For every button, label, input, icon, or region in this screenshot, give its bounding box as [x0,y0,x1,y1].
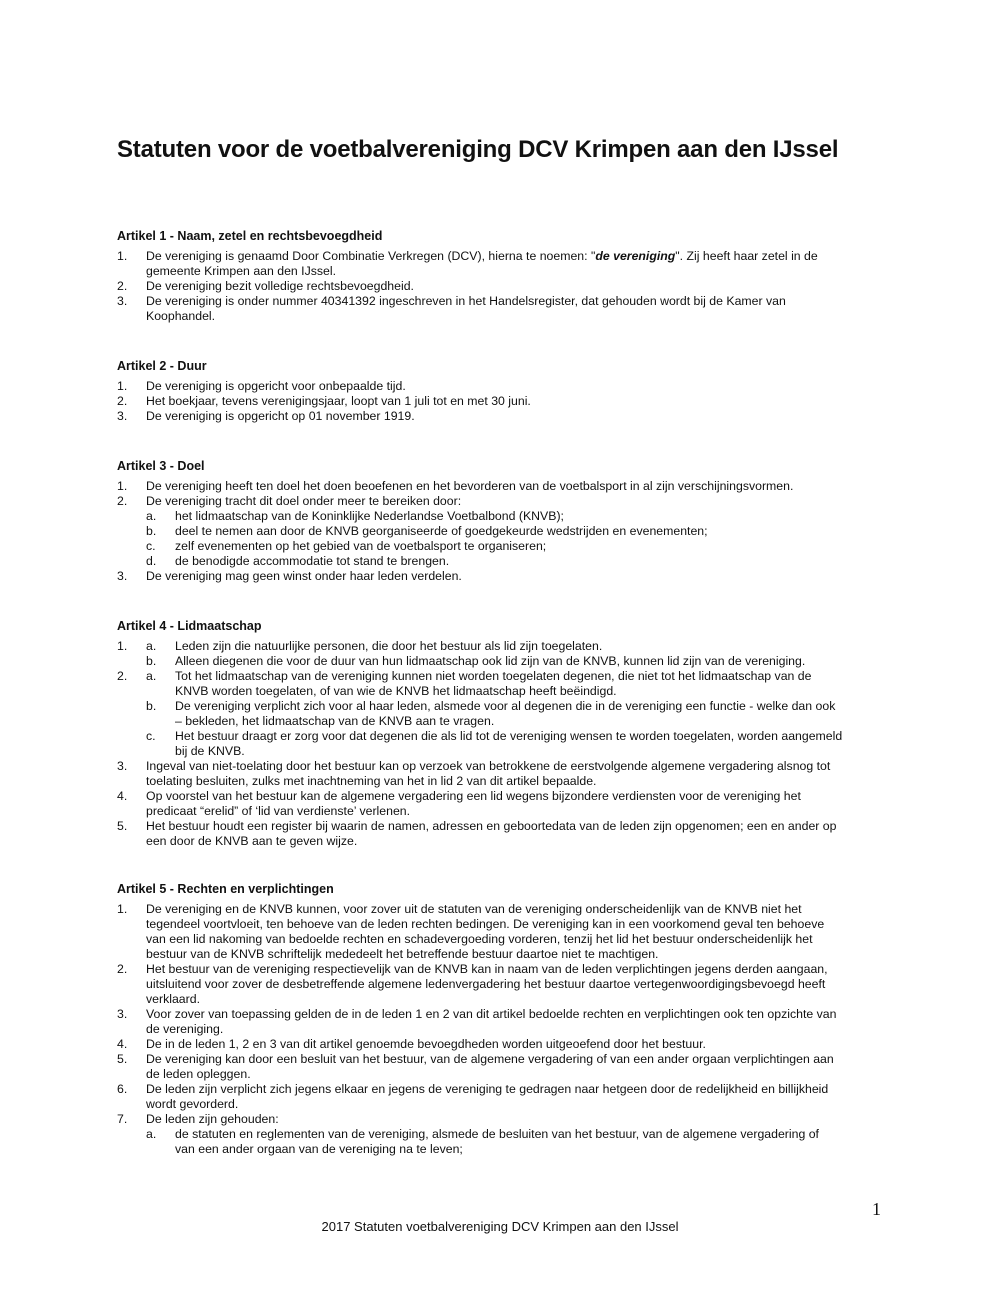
article-3 [117,459,897,584]
item-text: De vereniging is opgericht voor onbepaalde tijd. [146,379,406,393]
item-text: De vereniging is onder nummer 40341392 ingeschreven in het Handelsregister, dat gehouden wordt bij de Kamer van [146,294,786,308]
list-item [117,394,897,409]
sub-item-text-continued: van een ander orgaan van de vereniging na te leven; [175,1142,463,1156]
sub-list-item [117,729,897,759]
item-number: 1. [117,379,128,393]
sub-item-letter: b. [146,654,157,668]
item-text: De vereniging tracht dit doel onder meer te bereiken door: [146,494,462,508]
list-item [117,1112,897,1127]
item-text-continued: de leden opleggen. [146,1067,251,1081]
article-heading: Artikel 5 - Rechten en verplichtingen [117,882,334,896]
item-number: 3. [117,409,128,423]
item-number: 3. [117,569,128,583]
item-text: Op voorstel van het bestuur kan de algemene vergadering een lid wegens bijzondere verdiensten voor de vereniging het [146,789,801,803]
sub-list-item [117,509,897,524]
sub-item-text: de benodigde accommodatie tot stand te brengen. [175,554,450,568]
sub-item-text: De vereniging verplicht zich voor al haar leden, alsmede voor al degenen die in de vereniging een functie - welke dan ook [175,699,836,713]
sub-list-item [117,669,897,699]
item-text: De vereniging kan door een besluit van het bestuur, van de algemene vergadering of van een ander orgaan verplichtingen aan [146,1052,834,1066]
item-number: 3. [117,294,128,308]
article-heading: Artikel 1 - Naam, zetel en rechtsbevoegdheid [117,229,383,243]
item-text: De vereniging en de KNVB kunnen, voor zover uit de statuten van de vereniging onderscheidenlijk van de KNVB niet het [146,902,802,916]
list-item [117,494,897,509]
sub-list-item [117,524,897,539]
list-item [117,249,897,279]
item-number: 1. [117,639,128,653]
page-number: 1 [872,1199,881,1219]
item-number: 5. [117,819,128,833]
item-text: De leden zijn verplicht zich jegens elkaar en jegens de vereniging te gedragen naar hetgeen door de redelijkheid en billijkheid [146,1082,829,1096]
sub-item-text: Het bestuur draagt er zorg voor dat degenen die als lid tot de vereniging wensen te worden toegelaten, worden aangemeld [175,729,843,743]
item-text: De vereniging bezit volledige rechtsbevoegdheid. [146,279,414,293]
item-number: 1. [117,249,128,263]
item-number: 2. [117,962,128,976]
item-number: 2. [117,279,128,293]
article-2 [117,359,897,424]
item-text-continued: bestuur van de KNVB schriftelijk mededeelt het betreffende bestuur daartoe niet te machtigen. [146,947,659,961]
emphasis-text: de vereniging [595,249,676,263]
item-text: De vereniging is opgericht op 01 november 1919. [146,409,415,423]
item-number: 1. [117,479,128,493]
sub-item-text: Tot het lidmaatschap van de vereniging kunnen niet worden toegelaten degenen, die niet tot het lidmaatschap van de [175,669,812,683]
list-item [117,279,897,294]
item-text-continued: een door de KNVB aan te geven wijze. [146,834,358,848]
item-text-continued: tegendeel voortvloeit, ten behoeve van de leden rechten bedingen. De vereniging kan in een voorkomend geval ten behoeve [146,917,825,931]
sub-item-text: het lidmaatschap van de Koninklijke Nederlandse Voetbalbond (KNVB); [175,509,564,523]
sub-list-item [117,1127,897,1157]
article-1 [117,229,897,324]
sub-list-item [117,699,897,729]
item-number: 6. [117,1082,128,1096]
item-text: De in de leden 1, 2 en 3 van dit artikel genoemde bevoegdheden worden uitgeoefend door het bestuur. [146,1037,706,1051]
list-item [117,1007,897,1037]
sub-item-text: de statuten en reglementen van de vereniging, alsmede de besluiten van het bestuur, van de algemene vergadering of [175,1127,819,1141]
list-item [117,1037,897,1052]
article-4 [117,619,897,849]
article-heading: Artikel 2 - Duur [117,359,207,373]
item-number: 2. [117,494,128,508]
item-number: 2. [117,394,128,408]
item-text: Het boekjaar, tevens verenigingsjaar, loopt van 1 juli tot en met 30 juni. [146,394,531,408]
item-number: 3. [117,759,128,773]
list-item [117,1082,897,1112]
list-item [117,569,897,584]
list-item [117,294,897,324]
item-text: De vereniging is genaamd Door Combinatie Verkregen (DCV), hierna te noemen: "de vereniging". Zij heeft haar zetel in de [146,249,818,263]
item-text: De vereniging mag geen winst onder haar leden verdelen. [146,569,462,583]
item-text-continued: uitsluitend voor zover de desbetreffende algemene ledenvergadering het bestuur daartoe vertegenwoordigingsbevoegd heeft [146,977,826,991]
sub-item-letter: c. [146,539,156,553]
article-heading: Artikel 3 - Doel [117,459,205,473]
sub-list-item [117,654,897,669]
item-number: 7. [117,1112,128,1126]
sub-item-text: Alleen diegenen die voor de duur van hun lidmaatschap ook lid zijn van de KNVB, kunnen lid zijn van de vereniging. [175,654,806,668]
item-text-continued: de vereniging. [146,1022,224,1036]
item-text: Voor zover van toepassing gelden de in de leden 1 en 2 van dit artikel bedoelde rechten en verplichtingen ook ten opzichte van [146,1007,837,1021]
item-text-continued: van een lid nakoming van bedoelde rechten en schadevergoeding vorderen, tenzij het lid het bestuur onderscheidenlijk het [146,932,813,946]
sub-item-letter: c. [146,729,156,743]
list-item [117,819,897,849]
item-text-continued: predicaat “erelid” of ‘lid van verdienste’ verlenen. [146,804,411,818]
article-5 [117,882,897,1157]
sub-item-letter: a. [146,639,157,653]
sub-item-letter: d. [146,554,157,568]
page-footer: 2017 Statuten voetbalvereniging DCV Krimpen aan den IJssel [321,1219,679,1234]
list-item [117,902,897,962]
sub-list-item [117,554,897,569]
item-text: De vereniging heeft ten doel het doen beoefenen en het bevorderen van de voetbalsport in al zijn verschijningsvormen. [146,479,794,493]
sub-item-letter: b. [146,524,157,538]
list-item [117,409,897,424]
sub-item-text: Leden zijn die natuurlijke personen, die door het bestuur als lid zijn toegelaten. [175,639,603,653]
item-text: Het bestuur houdt een register bij waarin de namen, adressen en geboortedata van de leden zijn opgenomen; een en ander op [146,819,837,833]
item-number: 4. [117,1037,128,1051]
item-number: 5. [117,1052,128,1066]
document-title: Statuten voor de voetbalvereniging DCV Krimpen aan den IJssel [117,136,839,163]
item-number: 2. [117,669,128,683]
sub-item-letter: b. [146,699,157,713]
sub-item-letter: a. [146,669,157,683]
sub-list-item [117,539,897,554]
item-text: Ingeval van niet-toelating door het bestuur kan op verzoek van betrokkene de eerstvolgende algemene vergadering alsnog tot [146,759,831,773]
sub-item-text: zelf evenementen op het gebied van de voetbalsport te organiseren; [175,539,547,553]
item-text-continued: gemeente Krimpen aan den IJssel. [146,264,337,278]
list-item [117,479,897,494]
item-text-continued: wordt gevorderd. [146,1097,239,1111]
item-text: De leden zijn gehouden: [146,1112,279,1126]
item-text: Het bestuur van de vereniging respectievelijk van de KNVB kan in naam van de leden verplichtingen jegens derden aangaan, [146,962,828,976]
item-text-continued: verklaard. [146,992,200,1006]
list-item [117,962,897,1007]
list-item [117,759,897,789]
item-number: 4. [117,789,128,803]
sub-item-letter: a. [146,509,157,523]
list-item [117,789,897,819]
item-number: 3. [117,1007,128,1021]
sub-item-text: deel te nemen aan door de KNVB georganiseerde of goedgekeurde wedstrijden en evenementen; [175,524,708,538]
list-item [117,379,897,394]
item-text-continued: toelating besluiten, zulks met inachtneming van het in lid 2 van dit artikel bepaalde. [146,774,597,788]
sub-item-letter: a. [146,1127,157,1141]
sub-item-text-continued: – bekleden, het lidmaatschap van de KNVB aan te vragen. [175,714,495,728]
article-heading: Artikel 4 - Lidmaatschap [117,619,262,633]
sub-item-text-continued: KNVB worden toegelaten, of van wie de KNVB het lidmaatschap heeft beëindigd. [175,684,617,698]
item-text-continued: Koophandel. [146,309,216,323]
sub-list-item [117,639,897,654]
item-number: 1. [117,902,128,916]
list-item [117,1052,897,1082]
sub-item-text-continued: bij de KNVB. [175,744,245,758]
